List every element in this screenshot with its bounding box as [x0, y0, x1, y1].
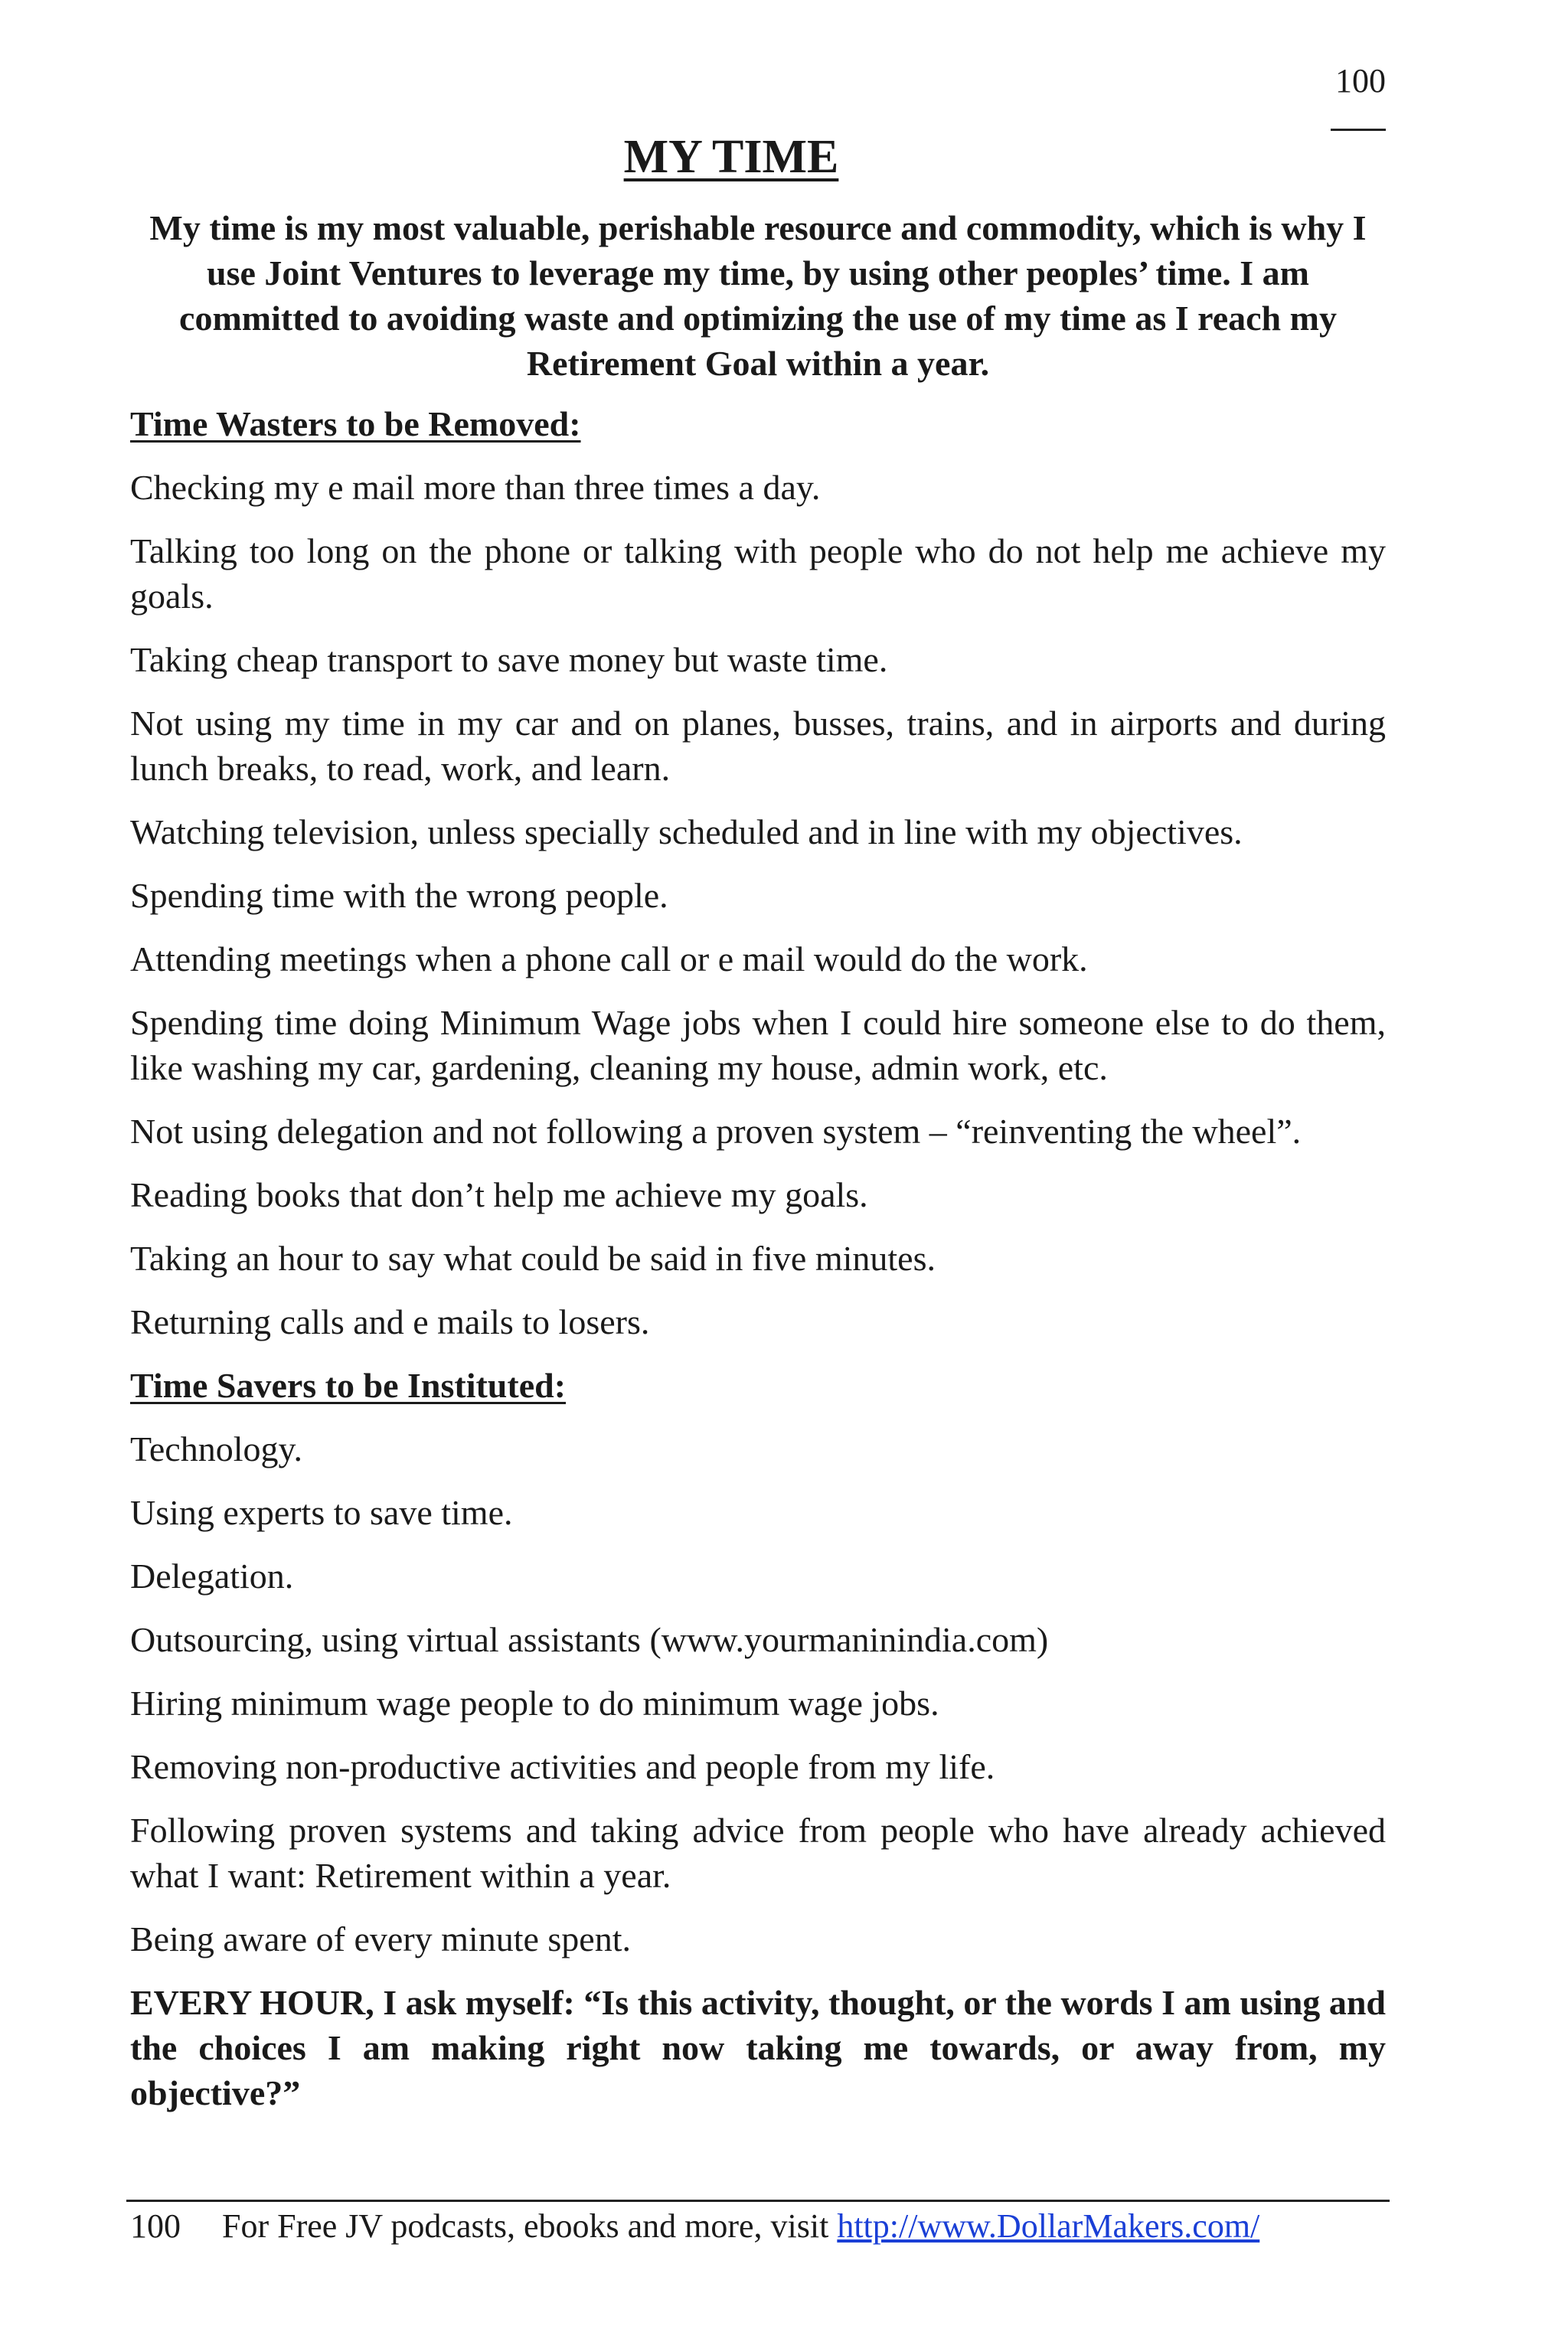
list-item: Hiring minimum wage people to do minimum wage jobs.	[130, 1684, 939, 1723]
list-item: Talking too long on the phone or talking with people who do not help me achieve my goals.	[130, 531, 1386, 616]
list-item: Reading books that don’t help me achieve my goals.	[130, 1175, 868, 1214]
main-content	[130, 401, 1386, 2115]
page-title: MY TIME	[623, 131, 839, 183]
list-item: Delegation.	[130, 1557, 294, 1596]
list-item: Checking my e mail more than three times a day.	[130, 468, 821, 507]
time-wasters-list	[130, 465, 1386, 1344]
list-item: Being aware of every minute spent.	[130, 1919, 631, 1958]
list-item: Watching television, unless specially scheduled and in line with my objectives.	[130, 812, 1243, 851]
list-item: Spending time with the wrong people.	[130, 876, 668, 915]
list-item: Following proven systems and taking advice from people who have already achieved what I want: Retirement within a year.	[130, 1811, 1386, 1895]
list-item: Returning calls and e mails to losers.	[130, 1302, 650, 1341]
list-item: Technology.	[130, 1429, 303, 1468]
list-item: Not using my time in my car and on planes, busses, trains, and in airports and during lunch breaks, to read, work, and learn.	[130, 704, 1386, 788]
list-item: Taking an hour to say what could be said in five minutes.	[130, 1239, 936, 1278]
footer-rule	[126, 2200, 1390, 2202]
list-item: Attending meetings when a phone call or e mail would do the work.	[130, 939, 1088, 978]
footer-text: For Free JV podcasts, ebooks and more, visit	[222, 2207, 838, 2245]
time-wasters-heading: Time Wasters to be Removed:	[130, 404, 581, 443]
page-number-top: 100	[1335, 62, 1386, 100]
footer	[130, 2207, 1386, 2247]
list-item: Not using delegation and not following a proven system – “reinventing the wheel”.	[130, 1112, 1302, 1151]
footer-page-number: 100	[130, 2207, 181, 2245]
footer-link[interactable]: http://www.DollarMakers.com/	[837, 2207, 1260, 2245]
time-savers-list	[130, 1426, 1386, 1962]
list-item: Using experts to save time.	[130, 1493, 513, 1532]
list-item: Outsourcing, using virtual assistants (www.yourmaninindia.com)	[130, 1620, 1049, 1659]
list-item: Taking cheap transport to save money but waste time.	[130, 640, 888, 679]
intro-statement: My time is my most valuable, perishable resource and commodity, which is why I use Joint Ventures to leverage my time, by using other peoples’ time. I am committed to avoiding waste and optimizing the use of my time as I reach my Retirement Goal within a year.	[149, 208, 1367, 383]
time-savers-heading: Time Savers to be Instituted:	[130, 1366, 567, 1405]
list-item: Spending time doing Minimum Wage jobs when I could hire someone else to do them, like washing my car, gardening, cleaning my house, admin work, etc.	[130, 1003, 1386, 1087]
closing-statement: EVERY HOUR, I ask myself: “Is this activity, thought, or the words I am using and the choices I am making right now taking me towards, or away from, my objective?”	[130, 1983, 1386, 2112]
list-item: Removing non-productive activities and people from my life.	[130, 1747, 995, 1786]
